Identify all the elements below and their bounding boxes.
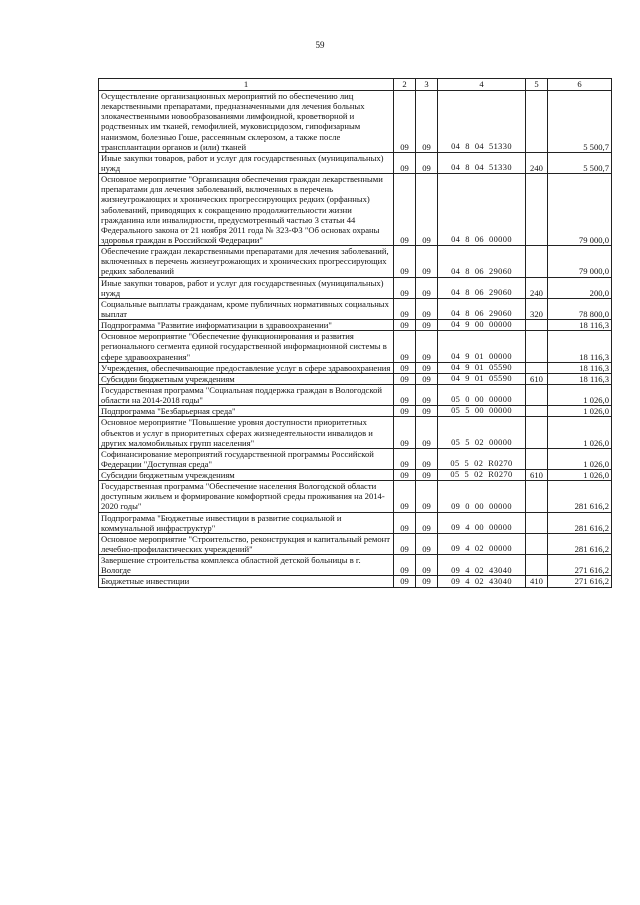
table-row	[99, 152, 612, 173]
row-expense-type-cell	[526, 417, 548, 448]
row-target-code-cell: 09 4 02 43040	[438, 576, 526, 587]
row-subsection-cell: 09	[416, 481, 438, 512]
header-col-6: 6	[548, 79, 612, 91]
table-row	[99, 174, 612, 246]
row-section-cell: 09	[394, 277, 416, 298]
table-row	[99, 417, 612, 448]
row-name-cell: Учреждения, обеспечивающие предоставление услуг в сфере здравоохранения	[99, 362, 394, 373]
row-target-code-cell: 04 8 04 51330	[438, 91, 526, 153]
header-col-5: 5	[526, 79, 548, 91]
row-target-code-cell: 09 4 00 00000	[438, 512, 526, 533]
row-amount-cell: 18 116,3	[548, 331, 612, 362]
table-row	[99, 320, 612, 331]
row-amount-cell: 78 800,0	[548, 298, 612, 319]
row-section-cell: 09	[394, 512, 416, 533]
row-expense-type-cell	[526, 91, 548, 153]
table-row	[99, 373, 612, 384]
row-subsection-cell: 09	[416, 152, 438, 173]
row-target-code-cell: 09 4 02 43040	[438, 555, 526, 576]
row-amount-cell: 281 616,2	[548, 481, 612, 512]
row-name-cell: Подпрограмма "Развитие информатизации в здравоохранении"	[99, 320, 394, 331]
row-subsection-cell: 09	[416, 246, 438, 277]
budget-table	[98, 78, 612, 588]
row-target-code-cell: 04 8 06 29060	[438, 246, 526, 277]
row-target-code-cell: 04 8 06 00000	[438, 174, 526, 246]
row-expense-type-cell: 320	[526, 298, 548, 319]
header-col-3: 3	[416, 79, 438, 91]
table-row	[99, 470, 612, 481]
row-expense-type-cell: 240	[526, 152, 548, 173]
row-amount-cell: 281 616,2	[548, 512, 612, 533]
row-section-cell: 09	[394, 320, 416, 331]
row-subsection-cell: 09	[416, 417, 438, 448]
row-section-cell: 09	[394, 246, 416, 277]
row-expense-type-cell	[526, 512, 548, 533]
row-amount-cell: 271 616,2	[548, 576, 612, 587]
row-amount-cell: 1 026,0	[548, 384, 612, 405]
row-expense-type-cell	[526, 331, 548, 362]
row-expense-type-cell	[526, 448, 548, 469]
row-section-cell: 09	[394, 470, 416, 481]
row-subsection-cell: 09	[416, 91, 438, 153]
row-target-code-cell: 05 0 00 00000	[438, 384, 526, 405]
row-section-cell: 09	[394, 174, 416, 246]
row-target-code-cell: 05 5 02 00000	[438, 417, 526, 448]
row-name-cell: Иные закупки товаров, работ и услуг для государственных (муниципальных) нужд	[99, 152, 394, 173]
row-target-code-cell: 05 5 02 R0270	[438, 470, 526, 481]
table-row	[99, 277, 612, 298]
row-amount-cell: 5 500,7	[548, 91, 612, 153]
row-target-code-cell: 04 9 01 05590	[438, 362, 526, 373]
row-expense-type-cell: 410	[526, 576, 548, 587]
row-expense-type-cell	[526, 320, 548, 331]
row-subsection-cell: 09	[416, 555, 438, 576]
row-name-cell: Иные закупки товаров, работ и услуг для государственных (муниципальных) нужд	[99, 277, 394, 298]
table-header-row	[99, 79, 612, 91]
row-section-cell: 09	[394, 481, 416, 512]
row-expense-type-cell: 610	[526, 373, 548, 384]
row-name-cell: Государственная программа "Социальная поддержка граждан в Вологодской области на 2014-2018 годы"	[99, 384, 394, 405]
row-subsection-cell: 09	[416, 576, 438, 587]
row-subsection-cell: 09	[416, 373, 438, 384]
row-amount-cell: 18 116,3	[548, 373, 612, 384]
row-name-cell: Осуществление организационных мероприятий по обеспечению лиц лекарственными препаратами, предназначенными для лечения больных злокачественными новообразованиями лимфоидной, кроветворной и родственных им тканей, гемофилией, муковисцидозом, гипофизарным нанизмом, болезнью Гоше, рассеянным склерозом, а также после трансплантации органов и (или) тканей	[99, 91, 394, 153]
row-section-cell: 09	[394, 373, 416, 384]
row-target-code-cell: 04 8 06 29060	[438, 277, 526, 298]
row-expense-type-cell: 240	[526, 277, 548, 298]
table-row	[99, 555, 612, 576]
row-target-code-cell: 04 9 00 00000	[438, 320, 526, 331]
row-section-cell: 09	[394, 152, 416, 173]
row-section-cell: 09	[394, 91, 416, 153]
row-amount-cell: 79 000,0	[548, 174, 612, 246]
row-subsection-cell: 09	[416, 406, 438, 417]
row-amount-cell: 18 116,3	[548, 362, 612, 373]
row-name-cell: Подпрограмма "Безбарьерная среда"	[99, 406, 394, 417]
row-section-cell: 09	[394, 362, 416, 373]
row-name-cell: Подпрограмма "Бюджетные инвестиции в развитие социальной и коммунальной инфраструктур"	[99, 512, 394, 533]
row-expense-type-cell	[526, 174, 548, 246]
row-subsection-cell: 09	[416, 331, 438, 362]
header-col-2: 2	[394, 79, 416, 91]
row-subsection-cell: 09	[416, 384, 438, 405]
row-subsection-cell: 09	[416, 533, 438, 554]
row-amount-cell: 200,0	[548, 277, 612, 298]
row-name-cell: Основное мероприятие "Обеспечение функционирования и развития регионального сегмента единой государственной информационной системы в сфере здравоохранения"	[99, 331, 394, 362]
row-subsection-cell: 09	[416, 512, 438, 533]
table-row	[99, 576, 612, 587]
table-row	[99, 448, 612, 469]
row-section-cell: 09	[394, 448, 416, 469]
table-row	[99, 331, 612, 362]
row-target-code-cell: 04 9 01 05590	[438, 373, 526, 384]
table-row	[99, 481, 612, 512]
row-name-cell: Основное мероприятие "Строительство, реконструкция и капитальный ремонт лечебно-профилактических учреждений"	[99, 533, 394, 554]
row-target-code-cell: 05 5 02 R0270	[438, 448, 526, 469]
row-amount-cell: 1 026,0	[548, 448, 612, 469]
row-amount-cell: 271 616,2	[548, 555, 612, 576]
row-name-cell: Социальные выплаты гражданам, кроме публичных нормативных социальных выплат	[99, 298, 394, 319]
header-col-4: 4	[438, 79, 526, 91]
row-section-cell: 09	[394, 555, 416, 576]
row-subsection-cell: 09	[416, 448, 438, 469]
row-expense-type-cell	[526, 533, 548, 554]
table-row	[99, 512, 612, 533]
row-subsection-cell: 09	[416, 362, 438, 373]
row-name-cell: Субсидии бюджетным учреждениям	[99, 373, 394, 384]
row-amount-cell: 1 026,0	[548, 470, 612, 481]
row-section-cell: 09	[394, 576, 416, 587]
row-name-cell: Бюджетные инвестиции	[99, 576, 394, 587]
row-subsection-cell: 09	[416, 470, 438, 481]
row-subsection-cell: 09	[416, 277, 438, 298]
row-amount-cell: 281 616,2	[548, 533, 612, 554]
row-name-cell: Государственная программа "Обеспечение населения Вологодской области доступным жильем и формирование комфортной среды проживания на 2014-2020 годы"	[99, 481, 394, 512]
row-target-code-cell: 04 9 01 00000	[438, 331, 526, 362]
row-subsection-cell: 09	[416, 298, 438, 319]
row-target-code-cell: 09 0 00 00000	[438, 481, 526, 512]
row-expense-type-cell	[526, 481, 548, 512]
header-col-1: 1	[99, 79, 394, 91]
table-row	[99, 384, 612, 405]
row-expense-type-cell	[526, 362, 548, 373]
table-row	[99, 298, 612, 319]
table-row	[99, 246, 612, 277]
row-amount-cell: 18 116,3	[548, 320, 612, 331]
row-target-code-cell: 09 4 02 00000	[438, 533, 526, 554]
row-name-cell: Завершение строительства комплекса областной детской больницы в г. Вологде	[99, 555, 394, 576]
page-number: 59	[315, 40, 325, 50]
row-amount-cell: 79 000,0	[548, 246, 612, 277]
row-name-cell: Обеспечение граждан лекарственными препаратами для лечения заболеваний, включенных в перечень жизнеугрожающих и хронических прогрессирующих редких заболеваний	[99, 246, 394, 277]
row-expense-type-cell	[526, 384, 548, 405]
row-section-cell: 09	[394, 298, 416, 319]
row-name-cell: Субсидии бюджетным учреждениям	[99, 470, 394, 481]
row-section-cell: 09	[394, 384, 416, 405]
row-section-cell: 09	[394, 331, 416, 362]
row-section-cell: 09	[394, 406, 416, 417]
row-expense-type-cell	[526, 246, 548, 277]
table-row	[99, 406, 612, 417]
row-amount-cell: 1 026,0	[548, 406, 612, 417]
row-name-cell: Основное мероприятие "Организация обеспечения граждан лекарственными препаратами для лечения заболеваний, включенных в перечень жизнеугрожающих и хронических прогрессирующих редких (орфанных) заболеваний, приводящих к сокращению продолжительности жизни гражданина или инвалидности, предусмотренный частью 3 статьи 44 Федерального закона от 21 ноября 2011 года № 323-ФЗ "Об основах охраны здоровья граждан в Российской Федерации"	[99, 174, 394, 246]
row-amount-cell: 1 026,0	[548, 417, 612, 448]
row-name-cell: Основное мероприятие "Повышение уровня доступности приоритетных объектов и услуг в приоритетных сферах жизнедеятельности инвалидов и других маломобильных групп населения"	[99, 417, 394, 448]
row-subsection-cell: 09	[416, 174, 438, 246]
table-row	[99, 362, 612, 373]
row-name-cell: Софинансирование мероприятий государственной программы Российской Федерации "Доступная среда"	[99, 448, 394, 469]
row-expense-type-cell	[526, 406, 548, 417]
row-expense-type-cell	[526, 555, 548, 576]
row-target-code-cell: 04 8 04 51330	[438, 152, 526, 173]
table-row	[99, 91, 612, 153]
row-expense-type-cell: 610	[526, 470, 548, 481]
table-row	[99, 533, 612, 554]
row-section-cell: 09	[394, 417, 416, 448]
row-section-cell: 09	[394, 533, 416, 554]
row-subsection-cell: 09	[416, 320, 438, 331]
row-amount-cell: 5 500,7	[548, 152, 612, 173]
row-target-code-cell: 05 5 00 00000	[438, 406, 526, 417]
row-target-code-cell: 04 8 06 29060	[438, 298, 526, 319]
